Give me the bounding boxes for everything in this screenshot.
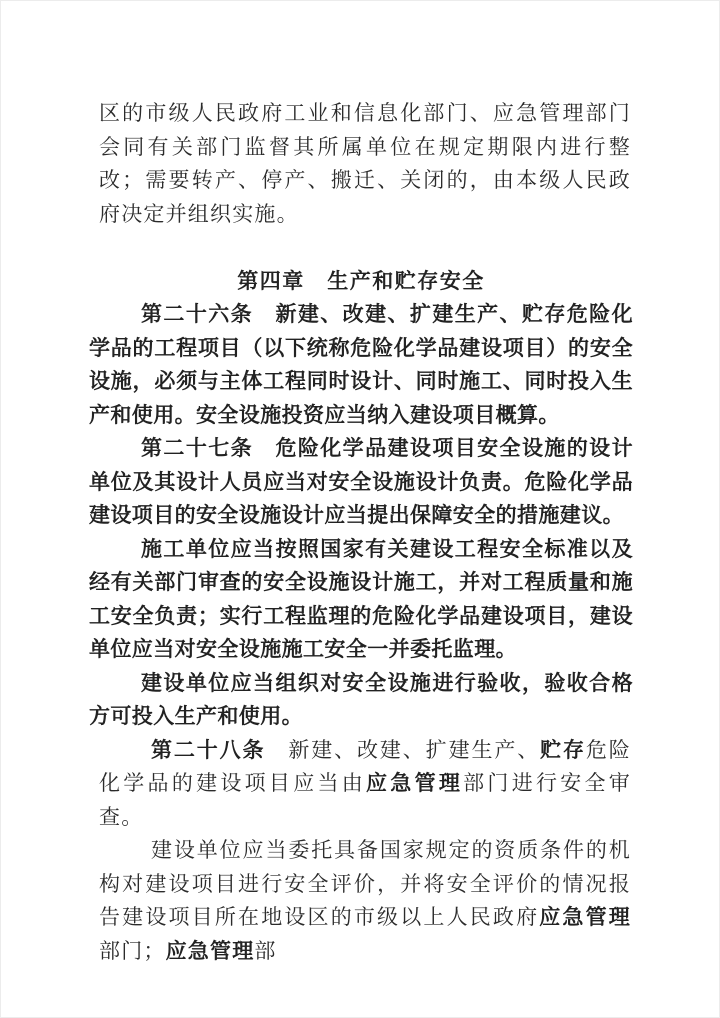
- text-run: 区的市级人民政府工业和信息化部门、应急管理部门会同有关部门监督其所属单位在规定期限内进行整改；需要转产、停产、搬迁、关闭的，由本级人民政府决定并组织实施。: [99, 101, 631, 226]
- text-run: 第二十八条: [151, 738, 266, 762]
- text-run: 建设单位应当组织对安全设施进行验收，验收合格方可投入生产和使用。: [89, 671, 633, 728]
- article-28-evaluation: [99, 834, 631, 968]
- continued-paragraph: [99, 97, 631, 231]
- text-run: 贮存: [540, 738, 586, 762]
- article-27-design: [89, 432, 633, 533]
- page-content: [1, 1, 719, 968]
- text-run: 建设单位应当委托具备国家规定的资质条件的机构对建设项目进行安全评价，并将安全评价的情况报告建设项目所在地设区的市级以上人民政府: [99, 838, 631, 929]
- text-run: 部门；: [99, 938, 166, 963]
- text-run: 应急管理: [539, 906, 631, 929]
- text-run: 施工单位应当按照国家有关建设工程安全标准以及经有关部门审查的安全设施设计施工，并对工程质量和施工安全负责；实行工程监理的危险化学品建设项目，建设单位应当对安全设施施工安全一并委托监理。: [89, 537, 633, 661]
- text-run: 部门进行安全审查。: [99, 771, 631, 829]
- chapter-heading: [89, 265, 633, 299]
- text-run: 第二十七条 危险化学品建设项目安全设施的设计单位及其设计人员应当对安全设施设计负责。危险化学品建设项目的安全设施设计应当提出保障安全的措施建议。: [89, 437, 633, 527]
- text-run: 应急管理: [165, 939, 255, 963]
- text-run: 应急管理: [366, 772, 464, 795]
- text-run: 新建、改建、扩建生产、: [265, 737, 541, 762]
- article-27-acceptance: [89, 667, 633, 734]
- text-run: 危险化学品的建设项目应当由: [99, 737, 631, 795]
- article-26: [89, 298, 633, 432]
- article-28: [99, 734, 631, 835]
- text-run: 部: [254, 938, 277, 963]
- article-27-construction: [89, 533, 633, 667]
- text-run: 第二十六条 新建、改建、扩建生产、贮存危险化学品的工程项目（以下统称危险化学品建设项目）的安全设施，必须与主体工程同时设计、同时施工、同时投入生产和使用。安全设施投资应当纳入建设项目概算。: [89, 303, 633, 427]
- text-run: 第四章 生产和贮存安全: [237, 269, 485, 293]
